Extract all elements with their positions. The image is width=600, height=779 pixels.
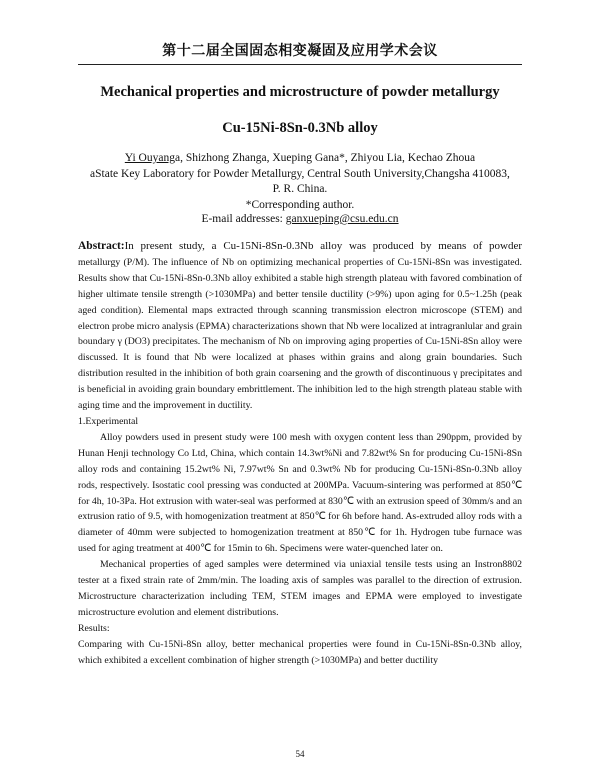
affiliation-line1: aState Key Laboratory for Powder Metallurgy, Central South University,Changsha 410083, [90,168,510,180]
abstract-paragraph [78,239,522,414]
paper-body [78,239,522,668]
abstract-text: metallurgy (P/M). The influence of Nb on optimizing mechanical properties of Cu-15Ni-8Sn was investigated. Results show that Cu-15Ni-8Sn-0.3Nb alloy exhibited a stable high strength plateau with favored combination of higher ultimate tensile strength (>1030MPa) and better tensile ductility (>9%) upon aging for 0.5~1.25h (peak aged condition). Elemental maps extracted through scanning transmission electron microscope (STEM) and electron probe micro analysis (EPMA) characterizations shown that Nb were localized at intragranlular and grain boundary γ (DO3) precipitates. The mechanism of Nb on improving aging properties of Cu-15Ni-8Sn alloy were discussed. It is found that Nb were localized at phases within grains and along grain boundaries. Such distribution resulted in the inhibition of both grain coarsening and the growth of discontinuous γ precipitates and is beneficial in avoiding grain boundary embrittlement. The inhibition led to the high strength plateau stable with aging time and the improvement in ductility. [78,256,522,412]
abstract-label: Abstract: [78,240,125,252]
paper-title-line2: Cu-15Ni-8Sn-0.3Nb alloy [222,120,378,136]
author-list [0,152,600,164]
conference-header: 第十二届全国固态相变凝固及应用学术会议 [162,43,438,59]
paper-title-line1: Mechanical properties and microstructure of powder metallurgy [100,84,500,100]
page-number: 54 [295,749,305,759]
email-address: ganxueping@csu.edu.cn [285,213,399,225]
section-heading-experimental: 1.Experimental [78,415,139,427]
first-author: Yi Ouyang [124,152,175,164]
corresponding-author-note: *Corresponding author. [245,199,355,211]
other-authors: a, Shizhong Zhanga, Xueping Gana*, Zhiyou Lia, Kechao Zhoua [174,152,476,164]
header-rule [78,64,522,65]
experimental-paragraph-2: Mechanical properties of aged samples were determined via uniaxial tensile tests using an Instron8802 tester at a fixed strain rate of 2mm/min. The loading axis of samples was parallel to the direction of extrusion. Microstructure characterization including TEM, STEM images and EPMA were employed to investigate microstructure evolution and element distributions. [78,559,522,618]
email-line [0,213,600,225]
email-label: E-mail addresses: [201,213,286,225]
abstract-lead: In present study, a Cu-15Ni-8Sn-0.3Nb alloy was produced by means of powder [124,240,522,252]
affiliation-line2: P. R. China. [272,183,328,195]
section-heading-results: Results: [78,622,110,634]
results-paragraph-1: Comparing with Cu-15Ni-8Sn alloy, better mechanical properties were found in Cu-15Ni-8Sn-0.3Nb alloy, which exhibited a excellent combination of higher strength (>1030MPa) and better ductility [78,638,522,666]
experimental-paragraph-1: Alloy powders used in present study were 100 mesh with oxygen content less than 290ppm, provided by Hunan Henji technology Co Ltd, China, which contain 14.3wt%Ni and 7.82wt% Sn for producing Cu-15Ni-8Sn alloy rods and containing 15.2wt% Ni, 7.97wt% Sn and 0.3wt% Nb for producing Cu-15Ni-8Sn-0.3Nb alloy rods, respectively. Isostatic cool pressing was conducted at 200MPa. Vacuum-sintering was performed at 850℃ for 4h, 10-3Pa. Hot extrusion with water-seal was performed at 830℃ with an extrusion speed of 30mm/s and an extrusion ratio of 9.5, with homogenization treatment at 850℃ for 6h before hand. As-extruded alloy rods with a diameter of 40mm were subjected to homogenization treatment at 850℃ for 1h. Hydrogen tube furnace was used for aging treatment at 400℃ for 15min to 6h. Specimens were water-quenched later on. [78,431,522,555]
